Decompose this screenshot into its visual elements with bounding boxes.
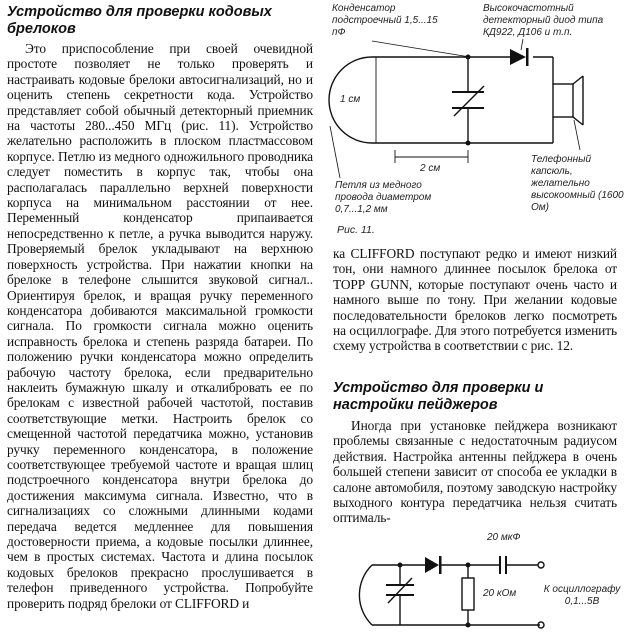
copper-loop (329, 57, 395, 143)
label-resistor-20kohm: 20 кОм (483, 588, 517, 599)
article-title-keyfob-tester: Устройство для проверки кодовых брелоков (7, 4, 272, 37)
label-oscilloscope-output: К осциллографу 0,1...5В (543, 584, 621, 607)
phone-capsule (553, 84, 573, 117)
article-title-pager-tester: Устройство для проверки и настройки пейджеров (333, 380, 544, 413)
label-capacitor-20uf: 20 мкФ (487, 532, 521, 543)
paragraph-keyfob-tester: Это приспособление при своей очевидной простоте позволяет не только проверять и настраивать кодовые брелоки автосигнализаций, но и оценить степень секретности кода. Устройство представляет собой обычный детекторный приемник на частоты 280...450 МГц (рис. 11). Устройство желательно расположить в плоском пластмассовом корпусе. Петлю из медного одножильного проводника следует поместить в корпус так, чтобы она располагалась параллельно верхней поверхности корпуса на минимальном расстоянии от нее. Переменный конденсатор припаивается непосредственно к петле, а ручка выводится наружу. Проверяемый брелок укладывают на верхнюю поверхность устройства. При нажатии кнопки на брелоке в телефоне слышится звуковой сигнал.. Ориентируя брелок, и вращая ручку переменного конденсатора добиваются максимальной громкости сигнала. По громкости сигнала можно оценить исправность брелока и степень разряда батареи. По положению ручки конденсатора можно определить рабочую частоту брелока, если предварительно наклеить бумажную шкалу и откалибровать ее по брелокам с известной рабочей частотой, поставив соответствующие метки. Настроить брелок со смещенной частотой передатчика можно, установив ручку переменного конденсатора, в положение соответствующее требуемой частоте и вращая шлиц подстроечного конденсатора внутри брелока до достижения максимума сигнала. Известно, что в сигнализациях со сложными длинными кодами передача ведется медленнее для повышения достоверности приема, а кодовые посылки длиннее, чем в простых системах. Частота и длина посылок кодовых брелоков прекрасно прослушивается в телефон приведенного устройства. Попробуйте проверить подряд брелоки от CLIFFORD и (7, 41, 313, 611)
paragraph-continuation: ка CLIFFORD поступают редко и имеют низкий тон, они намного длиннее посылок брелока от TOPP GUNN, которые поступают очень часто и намного выше по тону. При желании кодовые последовательности брелоков легко посмотреть на осциллографе. Для этого потребуется изменить схему устройства в соответствии с рис. 12. (333, 246, 617, 354)
paragraph-pager-tester: Иногда при установке пейджера возникают проблемы связанные с недостаточным радиусом действия. Настройка антенны пейджера в очень большей степени зависит от способа ее укладки в салоне автомобиля, поэтому заводскую настройку выходного контура передатчика нельзя считать оптималь- (333, 418, 617, 526)
detector-diode (510, 49, 526, 65)
right-column-body (333, 418, 617, 526)
label-width-2cm: 2 см (420, 163, 441, 174)
label-trimmer-capacitor: Конденсатор подстроечный 1,5...15 пФ (332, 3, 438, 38)
right-column-continuation (333, 246, 617, 354)
label-height-1cm: 1 см (340, 94, 361, 105)
figure-11-caption: Рис. 11. (337, 224, 375, 236)
detector-diode-fig12 (425, 557, 439, 573)
label-diode: Высокочастотный детекторный диод типа КД922, Д106 и т.п. (483, 3, 604, 38)
label-phone-capsule: Телефонный капсюль, желательно высокоомный (1600 Ом) (531, 154, 624, 213)
copper-loop-fig12 (359, 565, 372, 625)
resistor-20kohm (462, 578, 474, 610)
label-copper-loop: Петля из медного провода диаметром 0,7...1,2 мм (335, 180, 432, 215)
